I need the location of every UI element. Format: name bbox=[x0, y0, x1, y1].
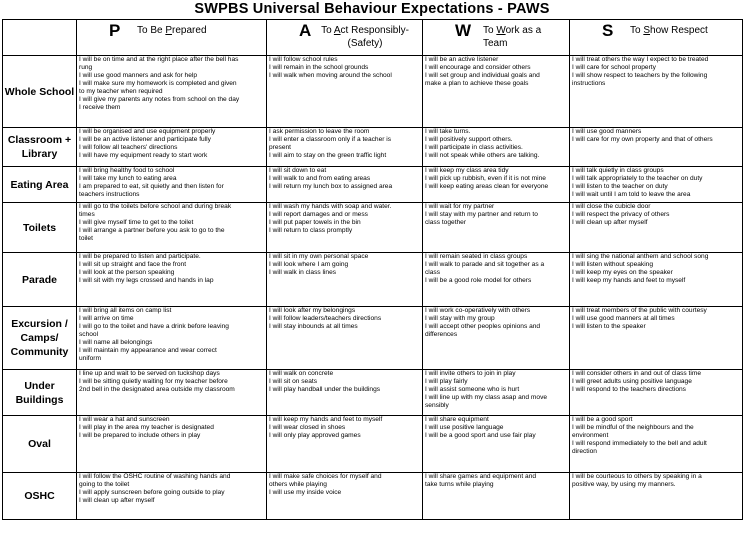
expectation-cell bbox=[267, 253, 423, 307]
expectation-line: I will be a good sport and use fair play bbox=[425, 432, 536, 439]
table-row bbox=[3, 473, 743, 520]
expectation-cell bbox=[570, 203, 743, 253]
column-title bbox=[309, 25, 421, 50]
column-title-initial: A bbox=[333, 25, 341, 36]
expectation-line: I will share games and equipment and bbox=[425, 473, 537, 480]
expectation-line: I will sit up straight and face the front bbox=[79, 261, 187, 268]
expectation-cell bbox=[570, 473, 743, 520]
expectation-line: I will play fairly bbox=[425, 378, 468, 385]
expectation-cell bbox=[423, 128, 570, 167]
expectation-cell bbox=[423, 203, 570, 253]
expectation-line: class together bbox=[425, 219, 467, 226]
expectation-line: I will respect the privacy of others bbox=[572, 211, 670, 218]
expectation-line: positive way, by using my manners. bbox=[572, 481, 676, 488]
expectation-line: I will use good manners bbox=[572, 128, 642, 135]
expectation-line: I will sit down to eat bbox=[269, 167, 327, 174]
expectation-line: I will play handball under the buildings bbox=[269, 386, 381, 393]
corner-cell bbox=[3, 20, 77, 56]
expectation-line: I will be courteous to others by speaking in a bbox=[572, 473, 702, 480]
expectation-line: I will arrive on time bbox=[79, 315, 134, 322]
table-row bbox=[3, 253, 743, 307]
expectation-line: I will sing the national anthem and school song bbox=[572, 253, 709, 260]
expectation-line: I will invite others to join in play bbox=[425, 370, 516, 377]
expectation-line: I will use good manners and ask for help bbox=[79, 72, 198, 79]
expectation-line: teachers instructions bbox=[79, 191, 140, 198]
expectation-line: toilet bbox=[79, 235, 93, 242]
expectation-line: I will be a good sport bbox=[572, 416, 633, 423]
expectation-line: I will work co-operatively with others bbox=[425, 307, 531, 314]
expectation-cell bbox=[423, 56, 570, 128]
expectation-line: I will talk quietly in class groups bbox=[572, 167, 664, 174]
row-label: Toilets bbox=[3, 203, 77, 253]
column-header bbox=[77, 20, 267, 56]
expectation-cell bbox=[423, 473, 570, 520]
expectation-line: I will pick up rubbish, even if it is not mine bbox=[425, 175, 546, 182]
column-letter: P bbox=[109, 21, 121, 40]
expectation-line: I line up and wait to be served on tuckshop days bbox=[79, 370, 220, 377]
expectation-line: I will care for school property bbox=[572, 64, 656, 71]
expectation-line: I will look at the person speaking bbox=[79, 269, 175, 276]
expectation-cell bbox=[570, 128, 743, 167]
expectation-cell bbox=[267, 416, 423, 473]
expectation-cell bbox=[267, 203, 423, 253]
expectation-line: I will remain seated in class groups bbox=[425, 253, 528, 260]
expectation-cell bbox=[267, 370, 423, 416]
expectation-line: I will keep my hands and feet to myself bbox=[572, 277, 686, 284]
header-row bbox=[3, 20, 743, 56]
expectation-line: I will keep my class area tidy bbox=[425, 167, 509, 174]
expectation-line: I will positively support others. bbox=[425, 136, 513, 143]
column-title-rest: repared bbox=[172, 25, 207, 36]
expectation-line: I will clean up after myself bbox=[79, 497, 155, 504]
column-title-rest: how Respect bbox=[650, 25, 708, 36]
expectation-line: I will listen without speaking bbox=[572, 261, 653, 268]
column-title-prefix: To bbox=[483, 25, 497, 36]
expectation-line: I will treat others the way I expect to be treated bbox=[572, 56, 709, 63]
expectations-table bbox=[2, 19, 743, 520]
expectation-cell bbox=[423, 416, 570, 473]
column-title-initial: S bbox=[643, 25, 651, 36]
expectation-line: I will walk in class lines bbox=[269, 269, 337, 276]
expectation-line: present bbox=[269, 144, 291, 151]
expectation-line: I will share equipment bbox=[425, 416, 489, 423]
expectation-line: I will follow school rules bbox=[269, 56, 338, 63]
expectation-cell bbox=[570, 56, 743, 128]
expectation-line: I will wait for my partner bbox=[425, 203, 495, 210]
row-label: Parade bbox=[3, 253, 77, 307]
expectation-line: I will use positive language bbox=[425, 424, 504, 431]
expectation-line: I will wear a hat and sunscreen bbox=[79, 416, 170, 423]
expectation-cell bbox=[77, 167, 267, 203]
column-title bbox=[483, 25, 567, 50]
expectation-line: times bbox=[79, 211, 95, 218]
expectation-line: I will care for my own property and that of others bbox=[572, 136, 713, 143]
expectation-cell bbox=[77, 473, 267, 520]
column-header bbox=[423, 20, 570, 56]
expectation-line: I will follow leaders/teachers directions bbox=[269, 315, 382, 322]
expectation-line: I will respond immediately to the bell and adult bbox=[572, 440, 707, 447]
expectation-line: I will not speak while others are talking. bbox=[425, 152, 540, 159]
expectation-line: I will walk when moving around the school bbox=[269, 72, 392, 79]
expectation-line: I will keep my eyes on the speaker bbox=[572, 269, 673, 276]
expectation-line: make a plan to achieve these goals bbox=[425, 80, 529, 87]
expectation-line: school bbox=[79, 331, 99, 338]
expectation-line: I will be organised and use equipment properly bbox=[79, 128, 216, 135]
expectation-line: to my teacher when required bbox=[79, 88, 163, 95]
column-header bbox=[267, 20, 423, 56]
expectation-line: I will wear closed in shoes bbox=[269, 424, 346, 431]
column-title bbox=[137, 25, 207, 38]
expectation-line: going to the toilet bbox=[79, 481, 130, 488]
expectation-line: I will keep eating areas clean for everyone bbox=[425, 183, 549, 190]
column-letter: W bbox=[455, 21, 472, 40]
expectation-line: I will participate in class activities. bbox=[425, 144, 523, 151]
expectation-line: I will be an active listener and participate fully bbox=[79, 136, 211, 143]
expectation-line: I will stay with my group bbox=[425, 315, 495, 322]
expectation-line: I will take turns. bbox=[425, 128, 471, 135]
expectation-line: I will have my equipment ready to start work bbox=[79, 152, 208, 159]
row-label: Classroom + Library bbox=[3, 128, 77, 167]
expectation-line: sensibly bbox=[425, 402, 449, 409]
expectation-line: I will go to the toilets before school and during break bbox=[79, 203, 232, 210]
expectation-line: I will sit on seats bbox=[269, 378, 318, 385]
expectation-line: I will listen to the speaker bbox=[572, 323, 646, 330]
expectation-line: I will respond to the teachers directions bbox=[572, 386, 686, 393]
expectation-line: I will only play approved games bbox=[269, 432, 361, 439]
expectation-line: I will return my lunch box to assigned area bbox=[269, 183, 393, 190]
expectation-line: direction bbox=[572, 448, 597, 455]
table-row bbox=[3, 307, 743, 370]
expectation-line: I will greet adults using positive language bbox=[572, 378, 692, 385]
expectation-line: I will encourage and consider others bbox=[425, 64, 531, 71]
expectation-line: I will keep my hands and feet to myself bbox=[269, 416, 383, 423]
page-title: SWPBS Universal Behaviour Expectations - PAWS bbox=[194, 1, 550, 17]
expectation-line: I will make sure my homework is completed and given bbox=[79, 80, 237, 87]
expectation-line: I will look where I am going bbox=[269, 261, 349, 268]
expectation-line: I will assist someone who is hurt bbox=[425, 386, 520, 393]
expectation-line: I will stay inbounds at all times bbox=[269, 323, 358, 330]
expectation-cell bbox=[423, 307, 570, 370]
column-header bbox=[570, 20, 743, 56]
expectation-line: uniform bbox=[79, 355, 101, 362]
expectation-line: others while playing bbox=[269, 481, 327, 488]
expectation-line: take turns while playing bbox=[425, 481, 494, 488]
expectation-cell bbox=[267, 56, 423, 128]
expectation-line: I will walk to and from eating areas bbox=[269, 175, 371, 182]
expectation-cell bbox=[267, 307, 423, 370]
expectation-line: I will give my parents any notes from school on the day bbox=[79, 96, 240, 103]
expectation-line: I will bring healthy food to school bbox=[79, 167, 175, 174]
expectation-line: I receive them bbox=[79, 104, 121, 111]
expectation-line: I will be a good role model for others bbox=[425, 277, 532, 284]
table-row bbox=[3, 167, 743, 203]
expectation-line: I will treat members of the public with courtesy bbox=[572, 307, 707, 314]
expectation-cell bbox=[570, 307, 743, 370]
table-row bbox=[3, 416, 743, 473]
column-title-initial: P bbox=[165, 25, 173, 36]
column-title-prefix: To bbox=[630, 25, 644, 36]
expectation-cell bbox=[423, 167, 570, 203]
expectation-line: I will show respect to teachers by the following bbox=[572, 72, 708, 79]
expectation-line: I will be prepared to include others in play bbox=[79, 432, 201, 439]
expectation-line: I will look after my belongings bbox=[269, 307, 356, 314]
expectation-line: I will be on time and at the right place after the bell has bbox=[79, 56, 239, 63]
expectation-line: I will put paper towels in the bin bbox=[269, 219, 361, 226]
row-label: Oval bbox=[3, 416, 77, 473]
expectation-line: I will follow all teachers' directions bbox=[79, 144, 178, 151]
expectation-line: I will be an active listener bbox=[425, 56, 499, 63]
expectation-line: I will set group and individual goals and bbox=[425, 72, 540, 79]
expectation-line: I will sit in my own personal space bbox=[269, 253, 369, 260]
expectation-line: I will listen to the teacher on duty bbox=[572, 183, 668, 190]
expectation-line: I will line up with my class asap and move bbox=[425, 394, 548, 401]
table-row bbox=[3, 56, 743, 128]
expectation-line: I will enter a classroom only if a teacher is bbox=[269, 136, 392, 143]
expectation-line: I will walk to parade and sit together as a bbox=[425, 261, 545, 268]
column-title-rest: ct Responsibly-(Safety) bbox=[340, 25, 409, 49]
row-label: Eating Area bbox=[3, 167, 77, 203]
column-title-rest: ork as a Team bbox=[483, 25, 542, 49]
expectation-cell bbox=[77, 416, 267, 473]
expectation-line: differences bbox=[425, 331, 458, 338]
expectation-line: I will maintain my appearance and wear correct bbox=[79, 347, 217, 354]
table-row bbox=[3, 203, 743, 253]
expectation-line: instructions bbox=[572, 80, 606, 87]
expectation-cell bbox=[267, 167, 423, 203]
row-label: Under Buildings bbox=[3, 370, 77, 416]
expectation-cell bbox=[423, 370, 570, 416]
expectation-cell bbox=[77, 203, 267, 253]
expectation-line: class bbox=[425, 269, 441, 276]
expectation-line: I will close the cubicle door bbox=[572, 203, 651, 210]
column-title bbox=[630, 25, 708, 38]
expectation-line: I will wait until I am told to leave the area bbox=[572, 191, 691, 198]
expectation-line: I will be mindful of the neighbours and the bbox=[572, 424, 694, 431]
column-letter: S bbox=[602, 21, 614, 40]
expectation-cell bbox=[77, 56, 267, 128]
expectation-line: I will be prepared to listen and participate. bbox=[79, 253, 201, 260]
column-title-initial: W bbox=[496, 25, 506, 36]
expectation-cell bbox=[77, 370, 267, 416]
expectation-line: I will go to the toilet and have a drink before leaving bbox=[79, 323, 229, 330]
expectation-cell bbox=[77, 128, 267, 167]
expectation-line: I will accept other peoples opinions and bbox=[425, 323, 541, 330]
expectation-cell bbox=[570, 167, 743, 203]
column-title-prefix: To bbox=[321, 25, 334, 36]
expectation-cell bbox=[77, 253, 267, 307]
expectation-line: environment bbox=[572, 432, 609, 439]
expectation-line: I will play in the area my teacher is designated bbox=[79, 424, 214, 431]
expectation-line: I will remain in the school grounds bbox=[269, 64, 369, 71]
expectation-line: 2nd bell in the designated area outside my classroom bbox=[79, 386, 235, 393]
expectation-line: I will follow the OSHC routine of washing hands and bbox=[79, 473, 231, 480]
table-row bbox=[3, 128, 743, 167]
expectation-line: I will return to class promptly bbox=[269, 227, 353, 234]
expectation-line: I will aim to stay on the green traffic light bbox=[269, 152, 387, 159]
expectation-line: I will give myself time to get to the toilet bbox=[79, 219, 194, 226]
expectation-line: I will be sitting quietly waiting for my teacher before bbox=[79, 378, 228, 385]
expectation-line: I will make safe choices for myself and bbox=[269, 473, 382, 480]
expectation-line: I will apply sunscreen before going outside to play bbox=[79, 489, 225, 496]
expectation-cell bbox=[423, 253, 570, 307]
row-label: Whole School bbox=[3, 56, 77, 128]
expectation-line: I will walk on concrete bbox=[269, 370, 334, 377]
column-title-prefix: To Be bbox=[137, 25, 166, 36]
expectation-cell bbox=[570, 416, 743, 473]
expectation-line: I will arrange a partner before you ask to go to the bbox=[79, 227, 225, 234]
expectation-line: I will wash my hands with soap and water. bbox=[269, 203, 392, 210]
expectation-cell bbox=[267, 473, 423, 520]
expectation-line: I will clean up after myself bbox=[572, 219, 648, 226]
expectation-cell bbox=[570, 370, 743, 416]
row-label: Excursion / Camps/ Community bbox=[3, 307, 77, 370]
expectation-line: I will take my lunch to eating area bbox=[79, 175, 177, 182]
expectation-cell bbox=[267, 128, 423, 167]
expectation-line: I will talk appropriately to the teacher on duty bbox=[572, 175, 703, 182]
expectation-line: I will use my inside voice bbox=[269, 489, 342, 496]
expectation-line: I will use good manners at all times bbox=[572, 315, 675, 322]
expectation-line: I will stay with my partner and return to bbox=[425, 211, 538, 218]
expectation-line: I will name all belongings bbox=[79, 339, 153, 346]
row-label: OSHC bbox=[3, 473, 77, 520]
column-letter: A bbox=[299, 21, 312, 40]
expectation-cell bbox=[570, 253, 743, 307]
expectation-line: I will bring all items on camp list bbox=[79, 307, 172, 314]
expectation-line: I will sit with my legs crossed and hands in lap bbox=[79, 277, 214, 284]
expectation-line: I will consider others in and out of class time bbox=[572, 370, 702, 377]
expectation-line: I ask permission to leave the room bbox=[269, 128, 370, 135]
expectation-line: I am prepared to eat, sit quietly and then listen for bbox=[79, 183, 224, 190]
expectation-line: rung bbox=[79, 64, 93, 71]
table-row bbox=[3, 370, 743, 416]
expectation-cell bbox=[77, 307, 267, 370]
expectation-line: I will report damages and or mess bbox=[269, 211, 368, 218]
